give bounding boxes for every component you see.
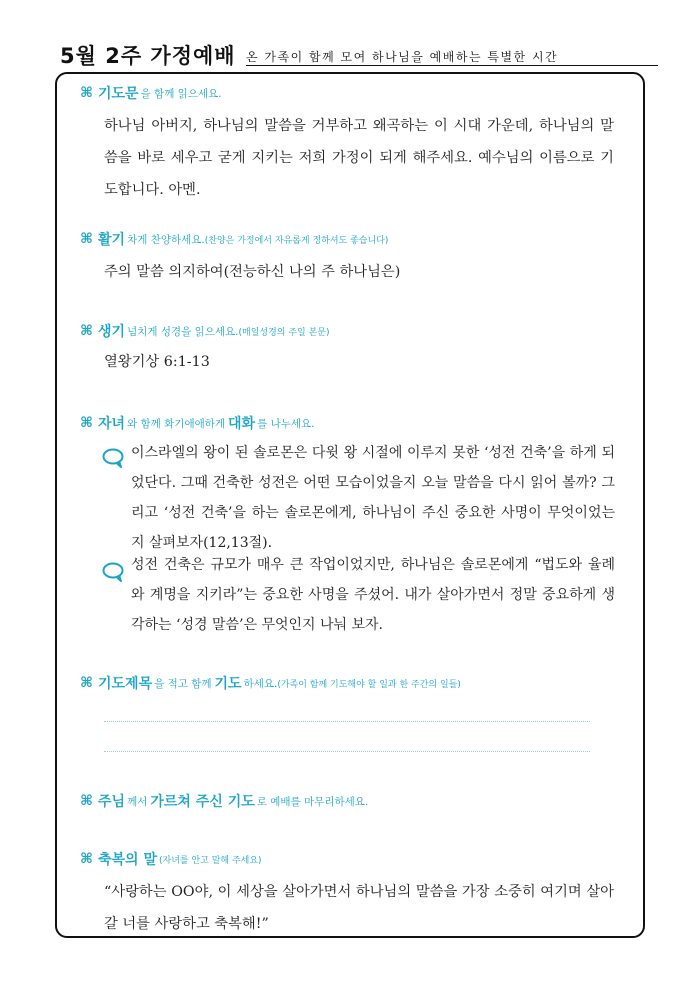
- heading-note: (찬양은 가정에서 자유롭게 정하셔도 좋습니다): [204, 235, 389, 246]
- section-heading-blessing: [80, 848, 262, 870]
- heading-keyword: 주님: [98, 794, 126, 810]
- heading-text: 차게 찬양하세요.: [127, 233, 205, 246]
- hymn-title: 주의 말씀 의지하여(전능하신 나의 주 하나님은): [104, 264, 401, 280]
- heading-keyword: 활기: [98, 232, 126, 248]
- heading-note: (매일성경의 주일 본문): [238, 327, 330, 338]
- heading-keyword: 기도제목: [98, 676, 153, 692]
- heading-keyword-2: 가르쳐 주신 기도: [150, 794, 255, 810]
- subtitle-underline: [246, 65, 658, 66]
- clover-knot-icon: ⌘: [80, 85, 93, 101]
- speech-bubble-icon: [102, 448, 124, 468]
- heading-note: (가족이 함께 기도해야 할 일과 한 주간의 일들): [277, 679, 461, 690]
- heading-text-2: 를 나누세요.: [257, 417, 315, 430]
- page-subtitle: 온 가족이 함께 모여 하나님을 예배하는 특별한 시간: [246, 50, 559, 64]
- clover-knot-icon: ⌘: [80, 793, 93, 809]
- blessing-text: “사랑하는 OO야, 이 세상을 살아가면서 하나님의 말씀을 가장 소중히 여기며 살아갈 너를 사랑하고 축복해!”: [104, 884, 614, 932]
- writing-line[interactable]: [104, 721, 590, 722]
- heading-text: 넘치게 성경을 읽으세요.: [127, 325, 239, 338]
- prayer-text: 하나님 아버지, 하나님의 말씀을 거부하고 왜곡하는 이 시대 가운데, 하나님의 말씀을 바로 세우고 굳게 지키는 저희 가정이 되게 해주세요. 예수님의 이름으로 기도합니다. 아멘.: [104, 118, 614, 198]
- section-heading-prayer-topics: [80, 672, 461, 694]
- section-heading-lords-prayer: [80, 790, 368, 812]
- heading-text: 을 적고 함께: [154, 677, 212, 690]
- section-heading-talk: [80, 412, 314, 434]
- page-title: 5월 2주 가정예배: [60, 44, 236, 68]
- section-heading-praise: [80, 228, 388, 250]
- clover-knot-icon: ⌘: [80, 231, 93, 247]
- clover-knot-icon: ⌘: [80, 415, 93, 431]
- page-header: [60, 40, 600, 68]
- heading-note: (자녀를 안고 말해 주세요): [158, 855, 262, 866]
- heading-text-2: 로 예배를 마무리하세요.: [256, 795, 369, 808]
- heading-text: 을 함께 읽으세요.: [140, 87, 222, 100]
- heading-text: 와 함께 화기애애하게: [127, 417, 226, 430]
- heading-keyword: 기도문: [98, 86, 139, 102]
- heading-text-2: 하세요.: [243, 677, 278, 690]
- heading-text: 께서: [127, 795, 148, 808]
- heading-keyword: 자녀: [98, 416, 126, 432]
- heading-keyword: 생기: [98, 324, 126, 340]
- bible-reference: 열왕기상 6:1-13: [104, 354, 210, 370]
- heading-keyword-2: 대화: [228, 416, 256, 432]
- discussion-question: 성전 건축은 규모가 매우 큰 작업이었지만, 하나님은 솔로몬에게 “법도와 율례와 계명을 지키라”는 중요한 사명을 주셨어. 내가 살아가면서 정말 중요하게 생각하는 ‘성경 말씀’은 무엇인지 나눠 보자.: [131, 557, 615, 633]
- heading-keyword: 축복의 말: [98, 852, 157, 868]
- clover-knot-icon: ⌘: [80, 675, 93, 691]
- discussion-question: 이스라엘의 왕이 된 솔로몬은 다윗 왕 시절에 이루지 못한 ‘성전 건축’을 하게 되었단다. 그때 건축한 성전은 어떤 모습이었을지 오늘 말씀을 다시 읽어 볼까? 그리고 ‘성전 건축’을 하는 솔로몬에게, 하나님이 주신 중요한 사명이 무엇이었는지 살펴보자(12,13절).: [131, 445, 615, 551]
- clover-knot-icon: ⌘: [80, 323, 93, 339]
- speech-bubble-icon: [102, 562, 124, 582]
- writing-line[interactable]: [104, 751, 590, 752]
- section-heading-prayer: [80, 82, 222, 104]
- section-heading-bible: [80, 320, 330, 342]
- heading-keyword-2: 기도: [214, 676, 242, 692]
- clover-knot-icon: ⌘: [80, 851, 93, 867]
